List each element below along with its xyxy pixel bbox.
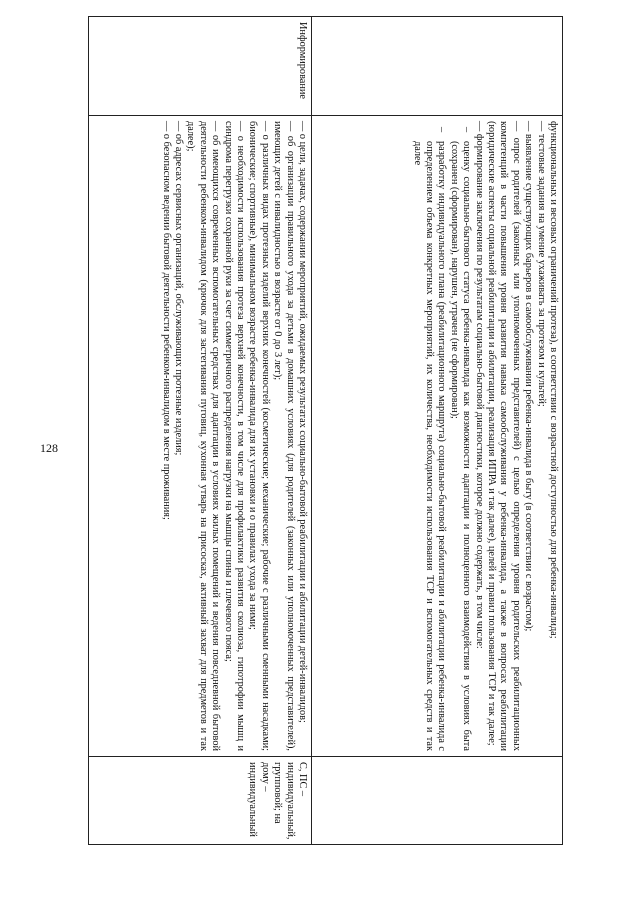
list-item: — опрос родителей (законных или уполномоченных представителей) с целью определения уровня родительских реабилитационных компетенций в части повышения уровня развития навыка самообслуживания у ребенка-инвалида, а также в вопросах реабилитации (юридические аспекты социальной реабилитации и абилитации, реализация ИПРА и так далее), целей и правил пользования ТСР и так далее; bbox=[485, 121, 522, 751]
sub-list-item bbox=[447, 121, 472, 751]
list-item: — о безопасном ведении бытовой деятельности ребенком-инвалидом в месте проживания; bbox=[160, 121, 172, 520]
bullet-dash-icon: – bbox=[436, 127, 448, 133]
service-name-cell: Информирование bbox=[89, 17, 312, 116]
list-item: — о различных видах протезных изделий верхних конечностей (косметические; механические; рабочие с различными сменными насадками; бионические; спортивные), минимальном возрасте ребенка-инвалида для их установки и о правилах ухода за ними; bbox=[247, 121, 271, 751]
service-form-cell: С, ПС – индивидуальный, групповой; на дому – индивидуальный bbox=[89, 757, 312, 845]
service-content-cell bbox=[89, 116, 312, 757]
sub-list-item-text: разработку индивидуального плана (реабилитационного маршрута) социально-бытовой реабилитации и абилитации ребенка-инвалида с определением объема конкретных мероприятий, их количества, необходимости использования ТСР и вспомогательных средств и так далее bbox=[411, 141, 448, 751]
bullet-dash-icon: – bbox=[461, 127, 473, 133]
list-item: — формирование заключения по результатам социально-бытовой диагностики, которое должно содержать, в том числе: bbox=[473, 121, 485, 649]
sub-list-item bbox=[410, 121, 447, 751]
table-row bbox=[89, 17, 312, 845]
list-item: — об имеющихся современных вспомогательных средствах для адаптации в условиях жилых помещений и ведения повседневной бытовой деятельности ребенком-инвалидом (крючок для застегивания пуговиц, кухонная утварь на присосках, активный захват для предметов и так далее); bbox=[185, 121, 222, 751]
list-item: функциональных и весовых ограничений протеза), в соответствии с возрастной доступностью для ребенка-инвалида; bbox=[548, 121, 559, 639]
list-item: — выявление существующих барьеров в самообслуживании ребенка-инвалида в быту (в соответствии с возрастом); bbox=[523, 121, 535, 632]
table-row bbox=[312, 17, 563, 845]
list-item: — тестовые задания на умение ухаживать за протезом и культей; bbox=[535, 121, 547, 407]
sub-list-item-text: оценку социально-бытового статуса ребенка-инвалида как возможности адаптации и полноценного взаимодействия в условиях быта (сохранен (сформирован), нарушен, утрачен (не сформирован); bbox=[448, 141, 473, 751]
list-item: — об адресах сервисных организаций, обслуживающих протезные изделия; bbox=[172, 121, 184, 456]
service-form-cell bbox=[312, 757, 563, 845]
list-item: — о необходимости использования протеза верхней конечности, в том числе для профилактики развития сколиоза, гипотрофии мышц и синдрома перегрузки сохранной руки за счет симметричного распределения нагрузки на мышцы спины и плечевого пояса; bbox=[222, 121, 246, 751]
list-item: — о цели, задачах, содержании мероприятий, ожидаемых результатах социально-бытовой реабилитации и абилитации детей-инвалидов; bbox=[297, 121, 308, 723]
page-number: 128 bbox=[40, 441, 58, 455]
service-content-cell bbox=[312, 116, 563, 757]
list-item: — об организации правильного ухода за детьми в домашних условиях (для родителей (законных или уполномоченных представителей), имеющих детей с инвалидностью в возрасте от 0 до 3 лет); bbox=[272, 121, 296, 751]
services-table bbox=[88, 16, 563, 845]
service-name-cell bbox=[312, 17, 563, 116]
